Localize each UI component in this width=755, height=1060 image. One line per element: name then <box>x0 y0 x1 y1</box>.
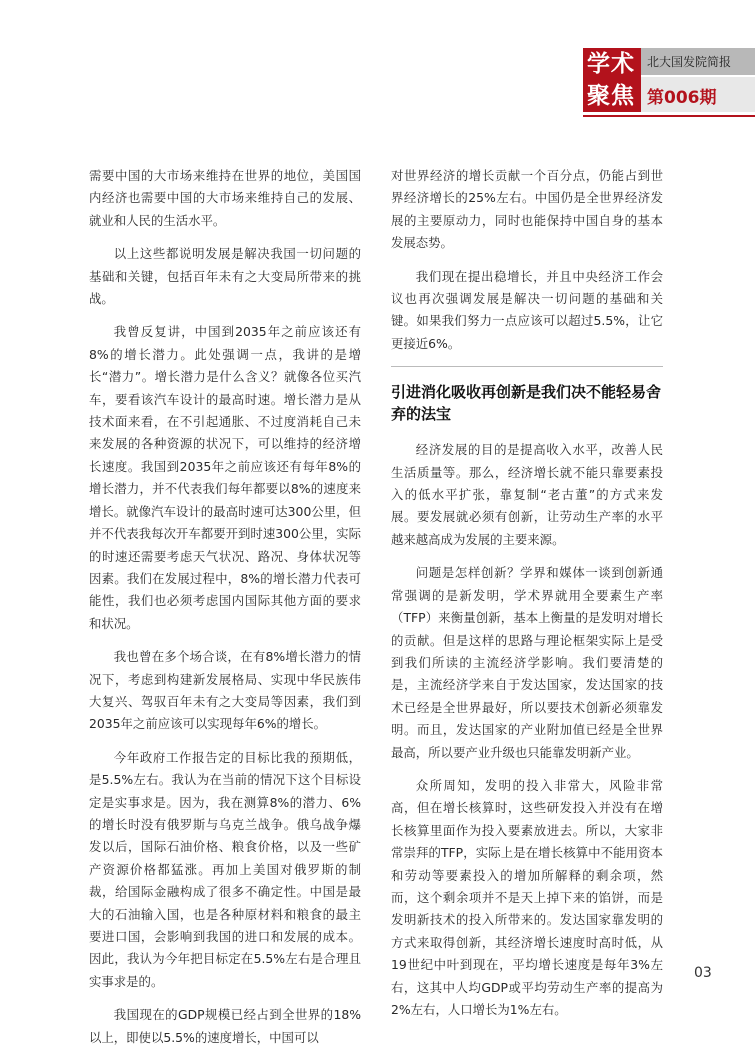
paragraph: 需要中国的大市场来维持在世界的地位，美国国内经济也需要中国的大市场来维持自己的发展、就业和人民的生活水平。 <box>89 168 361 228</box>
issue-number: 第006期 <box>647 88 717 108</box>
paragraph: 我国现在的GDP规模已经占到全世界的18%以上，即使以5.5%的速度增长，中国可以 <box>89 1007 361 1045</box>
paragraph: 问题是怎样创新？学界和媒体一谈到创新通常强调的是新发明，学术界就用全要素生产率（TFP）来衡量创新，基本上衡量的是发明对增长的贡献。但是这样的思路与理论框架实际上是受到我们所读的主流经济学影响。我们要清楚的是，主流经济学来自于发达国家，发达国家的技术已经是全世界最好，所以要技术创新必须靠发明。而且，发达国家的产业附加值已经是全世界最高，所以要产业升级也只能靠发明新产业。 <box>391 565 663 760</box>
right-column <box>391 165 663 1032</box>
paragraph: 对世界经济的增长贡献一个百分点，仍能占到世界经济增长的25%左右。中国仍是全世界经济发展的主要原动力，同时也能保持中国自身的基本发展态势。 <box>391 168 663 251</box>
publication-name-block <box>641 48 755 77</box>
paragraph: 以上这些都说明发展是解决我国一切问题的基础和关键，包括百年未有之大变局所带来的挑战。 <box>89 246 361 307</box>
paragraph: 今年政府工作报告定的目标比我的预期低，是5.5%左右。我认为在当前的情况下这个目标设定是实事求是。因为，我在测算8%的潜力、6%的增长时没有俄罗斯与乌克兰战争。俄乌战争爆发以后，国际石油价格、粮食价格，以及一些矿产资源价格都猛涨。再加上美国对俄罗斯的制裁，给国际金融构成了很多不确定性。中国是最大的石油输入国，也是各种原材料和粮食的最主要进口国，会影响到我国的进口和发展的成本。因此，我认为今年把目标定在5.5%左右是合理且实事求是的。 <box>89 749 361 989</box>
issue-number-block <box>641 77 755 112</box>
page-number: 03 <box>694 965 712 981</box>
publication-name: 北大国发院简报 <box>647 55 732 69</box>
masthead <box>583 48 755 112</box>
section-heading: 引进消化吸收再创新是我们决不能轻易舍弃的法宝 <box>391 366 663 425</box>
paragraph: 我也曾在多个场合谈，在有8%增长潜力的情况下，考虑到构建新发展格局、实现中华民族伟大复兴、驾驭百年未有之大变局等因素，我们到2035年之前应该可以实现每年6%的增长。 <box>89 649 361 732</box>
paragraph: 我曾反复讲，中国到2035年之前应该还有8%的增长潜力。此处强调一点，我讲的是增长“潜力”。增长潜力是什么含义？就像各位买汽车，要看该汽车设计的最高时速。增长潜力是从技术面来看，在不引起通胀、不过度消耗自己未来发展的各种资源的状况下，可以维持的经济增长速度。我国到2035年之前应该还有每年8%的增长潜力，并不代表我们每年都要以8%的速度来增长。就像汽车设计的最高时速可达300公里，但并不代表我每次开车都要开到时速300公里，实际的时速还需要考虑天气状况、路况、身体状况等因素。我们在发展过程中，8%的增长潜力代表可能性，我们也必须考虑国内国际其他方面的要求和状况。 <box>89 324 361 631</box>
paragraph: 经济发展的目的是提高收入水平，改善人民生活质量等。那么，经济增长就不能只靠要素投入的低水平扩张，靠复制“老古董”的方式来发展。要发展就必须有创新，让劳动生产率的水平越来越高成为发展的主要来源。 <box>391 442 663 547</box>
masthead-rule <box>583 115 755 117</box>
left-column <box>89 165 361 1060</box>
masthead-title-line2: 聚焦 <box>587 83 635 109</box>
paragraph: 我们现在提出稳增长，并且中央经济工作会议也再次强调发展是解决一切问题的基础和关键。如果我们努力一点应该可以超过5.5%，让它更接近6%。 <box>391 268 663 351</box>
paragraph: 众所周知，发明的投入非常大，风险非常高，但在增长核算时，这些研发投入并没有在增长核算里面作为投入要素放进去。所以，大家非常崇拜的TFP，实际上是在增长核算中不能用资本和劳动等要素投入的增加所解释的剩余项，然而，这个剩余项并不是天上掉下来的馅饼，而是发明新技术的投入所带来的。发达国家靠发明的方式来取得创新，其经济增长速度时高时低，从19世纪中叶到现在，平均增长速度是每年3%左右，这其中人均GDP或平均劳动生产率的提高为2%左右，人口增长为1%左右。 <box>391 777 663 1017</box>
masthead-title-block <box>583 48 641 112</box>
masthead-title-line1: 学术 <box>587 51 635 77</box>
